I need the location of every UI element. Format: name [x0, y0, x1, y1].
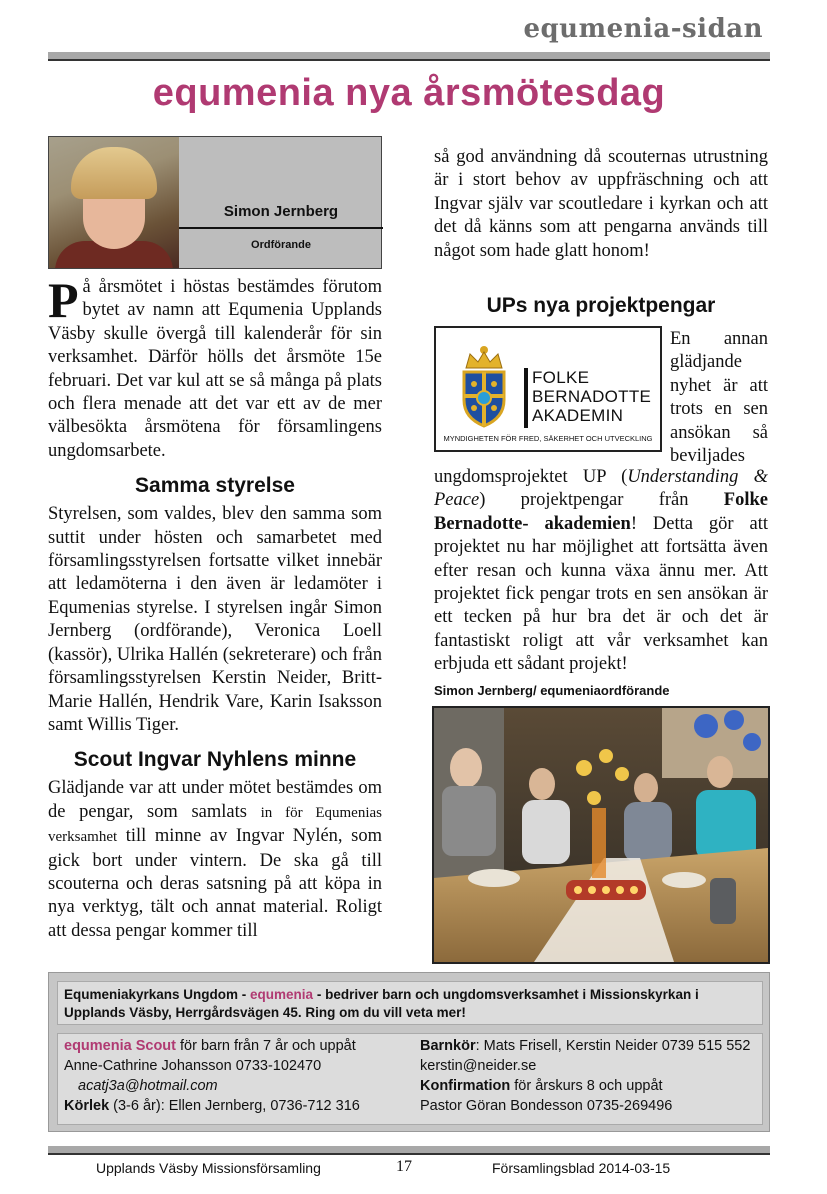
ups-text-b: ) projektpengar från — [479, 490, 724, 511]
footer-congregation: Upplands Väsby Missionsförsamling — [96, 1160, 321, 1176]
logo-divider — [524, 368, 528, 428]
barnkor-line — [420, 1036, 760, 1076]
info-intro-accent: equmenia — [250, 987, 314, 1002]
section-tag: equmenia-sidan — [523, 14, 763, 44]
headline: equmenia nya årsmötesdag — [152, 72, 666, 114]
top-rule — [48, 52, 770, 61]
left-column — [48, 272, 383, 943]
folke-bernadotte-logo — [434, 326, 662, 452]
intro-text: å årsmötet i höstas bestämdes förutom bytet av namn att Equmenia Upplands Väsby skulle övergå till kalenderår för sin verksamhet. Därför hölls det årsmöte 15e februari. Det var kul att se så många på plats och flera menade att det var ett av de mer välbesökta årsmötena för församlingens ungdomsarbete. — [48, 277, 382, 461]
info-intro — [57, 981, 763, 1025]
meeting-photo — [432, 706, 770, 964]
logo-tagline: MYNDIGHETEN FÖR FRED, SÄKERHET OCH UTVECKLING — [443, 434, 653, 443]
crown-crest-icon — [452, 342, 516, 428]
ups-text-a: ungdomsprojektet UP ( — [434, 467, 628, 487]
info-intro-text-b: - bedriver barn och ungdomsverksamhet i Missionskyrkan i Upplands Väsby, Herrgårdsvägen 45. Ring om du vill veta mer! — [64, 987, 699, 1020]
portrait-hair — [71, 147, 157, 199]
styrelse-paragraph: Styrelsen, som valdes, blev den samma som suttit under hösten och samarbetet med församlingsstyrelsen fortsatte vilket innebär att ledamöterna i den även är ledamöter i Equmenias styrelse. I styrelsen ingår Simon Jernberg (ordförande), Veronica Loell (kassör), Ulrika Hallén (sekreterare) och från församlingsstyrelsen Kerstin Neider, Britt-Marie Hallén, Hendrik Vare, Karin Isaksson samt Willis Tiger. — [48, 504, 382, 735]
ups-side-text: En annan glädjande nyhet är att trots en sen ansökan så beviljades — [670, 329, 768, 467]
info-contacts-left — [64, 1036, 414, 1116]
scout-text: för barn från 7 år och uppåt — [176, 1038, 356, 1054]
konf-label: Konfirmation — [420, 1078, 511, 1094]
scout-text-a: Glädjande var att under mötet bestämdes om de pengar, som samlats — [48, 778, 382, 822]
scout-line — [64, 1036, 414, 1056]
profile-role: Ordförande — [251, 239, 311, 251]
profile-name: Simon Jernberg — [223, 203, 339, 220]
ups-text-c: ! Detta gör att projektet nu har möjlighet att fortsätta även efter resan och kunna växa ännu mer. Att projektet fick pengar trots en sen ansökan är ett tecken på hur bra det är och det är fantastiskt roligt att vår verksamhet kan erbjuda ett sådant projekt! — [434, 513, 768, 675]
info-contacts — [57, 1033, 763, 1125]
logo-wordmark — [532, 368, 651, 425]
footer-page-number: 17 — [396, 1158, 412, 1175]
info-contacts-right — [420, 1036, 760, 1116]
subhead-samma-styrelse: Samma styrelse — [135, 474, 295, 498]
korlek-line — [64, 1096, 414, 1116]
logo-line-1: FOLKE — [532, 368, 590, 387]
ups-text-bold: Folke Bernadotte- akademien — [434, 490, 768, 534]
scout-contact: Anne-Cathrine Johansson 0733-102470 — [64, 1058, 322, 1074]
logo-line-2: BERNADOTTE — [532, 387, 652, 406]
intro-paragraph — [48, 272, 382, 463]
subhead-ups-projektpengar: UPs nya projektpengar — [486, 294, 716, 317]
korlek-label: Körlek — [64, 1098, 110, 1114]
scout-label: equmenia Scout — [64, 1038, 176, 1054]
scout-text-b: till minne av Ingvar Nylén, som gick bort under vintern. De ska gå till scouterna och deras satsning på att köpa in nya verktyg, tält och annat material. Roligt att dessa pengar kommer till — [48, 826, 382, 941]
subhead-scout-minne: Scout Ingvar Nyhlens minne — [73, 748, 357, 772]
scout-email: acatj3a@hotmail.com — [78, 1078, 218, 1094]
drop-cap: P — [48, 272, 79, 328]
ups-paragraph — [434, 466, 768, 677]
signature: Simon Jernberg/ equmeniaordförande — [434, 683, 670, 698]
portrait-photo — [49, 137, 179, 268]
logo-line-3: AKADEMIN — [532, 406, 624, 425]
scout-paragraph — [48, 777, 382, 943]
konf-line — [420, 1076, 760, 1096]
konf-contact: Pastor Göran Bondesson 0735-269496 — [420, 1098, 673, 1114]
barnkor-label: Barnkör — [420, 1038, 476, 1054]
korlek-text: (3-6 år): Ellen Jernberg, 0736-712 316 — [109, 1098, 360, 1114]
info-box — [48, 972, 770, 1132]
scout-text-small: in för Equmenias verksamhet — [48, 804, 383, 846]
konf-text: för årskurs 8 och uppåt — [510, 1078, 663, 1094]
info-intro-text-a: Equmeniakyrkans Ungdom - — [64, 987, 251, 1002]
barnkor-text: : Mats Frisell, Kerstin Neider 0739 515 552 kerstin@neider.se — [420, 1038, 751, 1074]
profile-divider — [179, 227, 383, 229]
profile-box — [48, 136, 382, 269]
meeting-photo-illustration — [434, 708, 768, 962]
ups-text-italic: Understanding & Peace — [434, 467, 768, 511]
right-column-continued: så god användning då scouternas utrustning är i stort behov av uppfräschning och att Ingvar själv var scoutledare i kyrkan och att det då känns som att pengarna används till något som hade glatt honom! — [434, 147, 768, 261]
bottom-rule — [48, 1146, 770, 1155]
footer-issue-date: Församlingsblad 2014-03-15 — [492, 1160, 671, 1176]
